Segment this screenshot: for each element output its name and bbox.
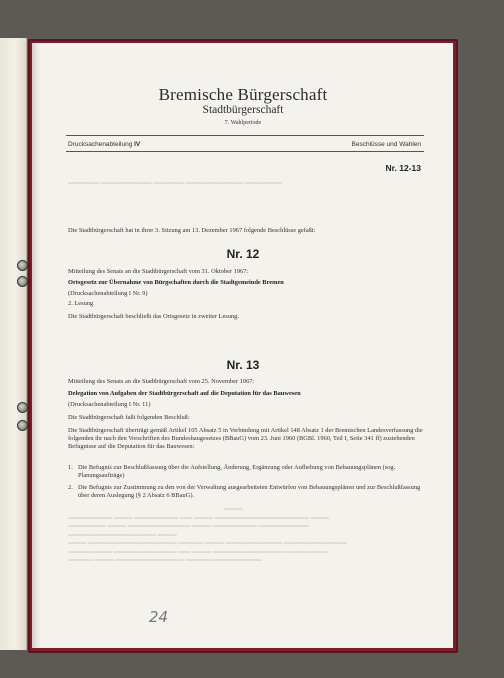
facing-page-edge: [0, 38, 27, 650]
document-page: [32, 43, 453, 648]
department-label: Drucksachenabteilung IV: [68, 141, 141, 148]
nr12-line: (Drucksachenabteilung I Nr. 9): [68, 290, 148, 297]
nr13-line: Mitteilung des Senats an die Stadtbürgerschaft vom 25. November 1967:: [68, 378, 255, 385]
nr13-line: Die Stadtbürgerschaft faßt folgenden Beschluß:: [68, 414, 190, 421]
nr13-line: (Drucksachenabteilung I Nr. 11): [68, 401, 151, 408]
nr12-heading: Nr. 12: [226, 247, 260, 261]
binder-ring: [17, 260, 28, 271]
section-label: Beschlüsse und Wahlen: [351, 141, 421, 148]
handwritten-page-number: 24: [149, 608, 169, 626]
binder-ring: [17, 276, 28, 287]
binder-ring: [17, 402, 28, 413]
nr13-subject: Delegation von Aufgaben der Stadtbürgerschaft auf die Deputation für das Bauwesen: [68, 390, 301, 397]
document-subtitle: Stadtbürgerschaft: [202, 104, 284, 116]
legislative-period: 7. Wahlperiode: [224, 120, 262, 126]
nr13-paragraph: Die Stadtbürgerschaft überträgt gemäß Artikel 105 Absatz 5 in Verbindung mit Artikel 148 Absatz 1 der Bremischen Landesverfassung die folgenden ihr nach den Vorschriften des Bundesbaugesetzes (BBauG) vom 23. Juni 1960 (BGBl. 1960, Teil I, Seite 341 ff) zustehenden Befugnisse auf die Deputation für das Bauwesen:: [68, 427, 423, 451]
document-number: Nr. 12-13: [385, 163, 421, 173]
nr13-heading: Nr. 13: [226, 358, 260, 372]
header-rule-top: [66, 135, 424, 136]
header-rule-bottom: [66, 151, 424, 152]
show-through-text: ▬▬▬▬▬ ▬▬▬▬▬▬▬▬ ▬▬▬▬▬ ▬▬▬▬▬▬▬▬▬ ▬▬▬▬▬▬: [68, 179, 283, 186]
nr12-decision: Die Stadtbürgerschaft beschließt das Ortsgesetz in zweiter Lesung.: [68, 313, 239, 320]
intro-paragraph: Die Stadtbürgerschaft hat in ihrer 3. Sitzung am 13. Dezember 1967 folgende Beschlüsse gefaßt:: [68, 227, 316, 234]
show-through-text: ▬▬▬ ▬▬▬▬▬▬▬ ▬▬▬ ▬▬▬▬▬▬▬ ▬▬ ▬▬▬ ▬▬▬▬▬▬▬▬▬▬▬▬▬▬▬ ▬▬▬ ▬▬▬▬▬▬ ▬▬▬ ▬▬▬▬▬▬▬▬▬▬ ▬▬▬ ▬▬▬▬▬▬▬ ▬▬▬▬▬▬▬▬ ▬▬▬▬▬▬▬▬▬▬▬▬▬▬ ▬▬▬ ▬▬▬ ▬▬▬▬▬▬▬▬▬▬▬▬▬▬ ▬▬▬▬ ▬▬▬ ▬▬▬▬▬▬▬▬▬ ▬▬▬▬▬▬▬▬▬▬ ▬▬▬▬▬▬▬ ▬▬▬▬▬▬▬▬▬▬ ▬▬ ▬▬▬ ▬▬▬▬▬▬▬▬▬▬▬ ▬▬▬▬▬▬▬ ▬▬▬▬ ▬▬▬ ▬▬▬▬▬▬▬▬▬▬▬ ▬▬▬▬▬▬▬▬▬▬▬▬: [68, 505, 347, 563]
list-item: 2. Die Befugnis zur Zustimmung zu den von der Verwaltung ausgearbeiteten Entwürfen von Bebauungsplänen und zur Beschlußfassung über deren Auslegung (§ 2 Absatz 6 BBauG).: [68, 484, 421, 500]
nr12-line: 2. Lesung: [68, 300, 94, 307]
nr12-subject: Ortsgesetz zur Übernahme von Bürgschaften durch die Stadtgemeinde Bremen: [68, 279, 284, 286]
nr12-line: Mitteilung des Senats an die Stadtbürgerschaft vom 31. Oktober 1967:: [68, 268, 249, 275]
list-item: 1. Die Befugnis zur Beschlußfassung über die Aufstellung, Änderung, Ergänzung oder Aufhebung von Bebauungsplänen (sog. Planungsaufträge): [68, 464, 396, 480]
document-title: Bremische Bürgerschaft: [158, 85, 328, 104]
binder-ring: [17, 420, 28, 431]
